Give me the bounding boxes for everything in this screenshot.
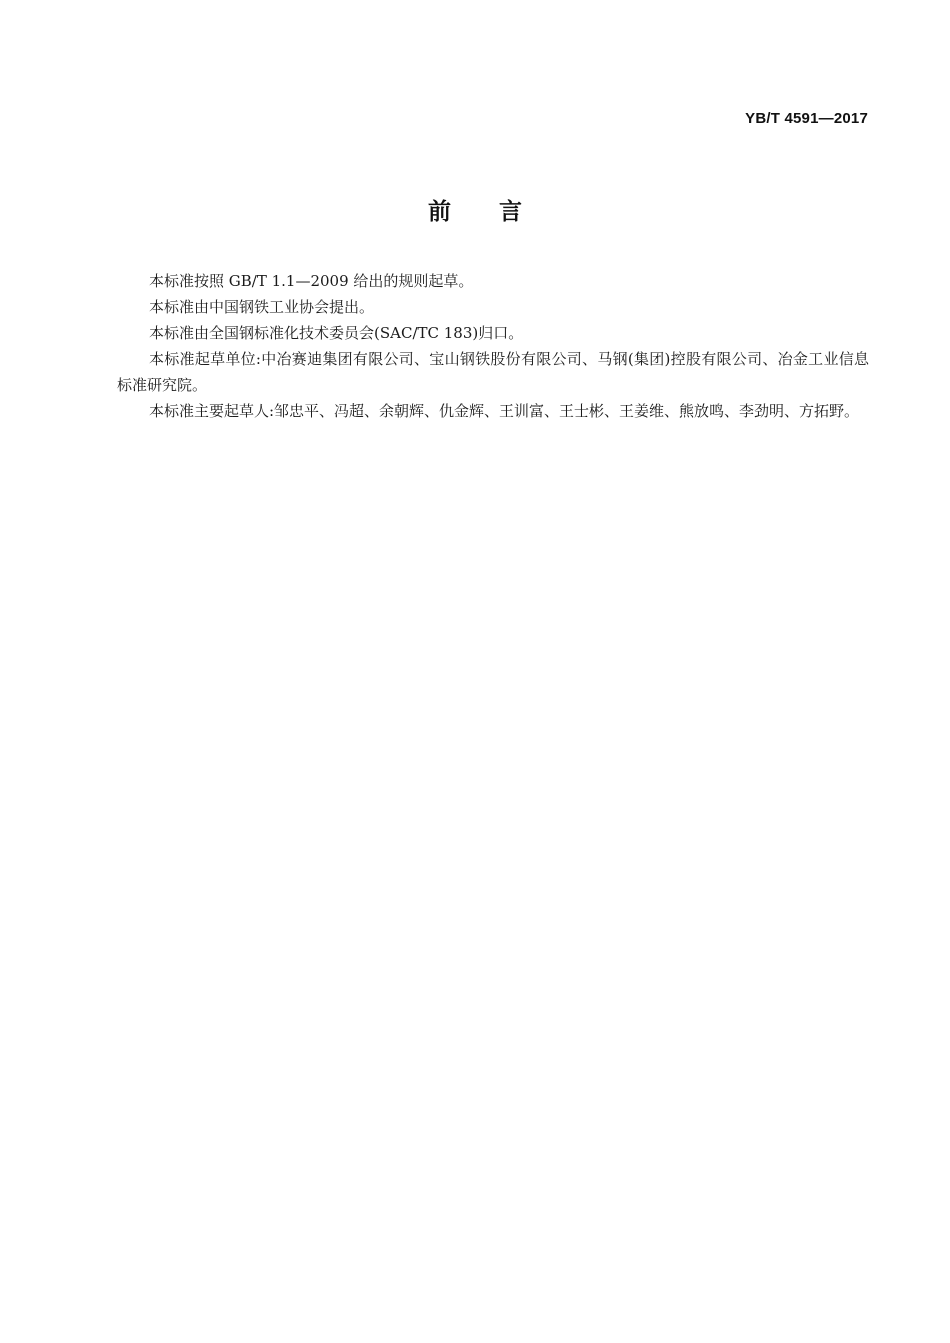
standard-code: YB/T 4591—2017 <box>745 110 868 127</box>
foreword-body <box>117 268 869 424</box>
paragraph-drafting-units: 本标准起草单位:中冶赛迪集团有限公司、宝山钢铁股份有限公司、马钢(集团)控股有限公司、冶金工业信息标准研究院。 <box>117 350 869 394</box>
paragraph-committee: 本标准由全国钢标准化技术委员会(SAC/TC 183)归口。 <box>149 324 524 342</box>
paragraph-drafters: 本标准主要起草人:邹忠平、冯超、余朝辉、仇金辉、王训富、王士彬、王姜维、熊放鸣、李劲明、方拓野。 <box>149 402 860 420</box>
page-title: 前言 <box>428 199 570 225</box>
paragraph-drafting-rules: 本标准按照 GB/T 1.1—2009 给出的规则起草。 <box>149 272 474 290</box>
paragraph-proposer: 本标准由中国钢铁工业协会提出。 <box>149 298 375 316</box>
